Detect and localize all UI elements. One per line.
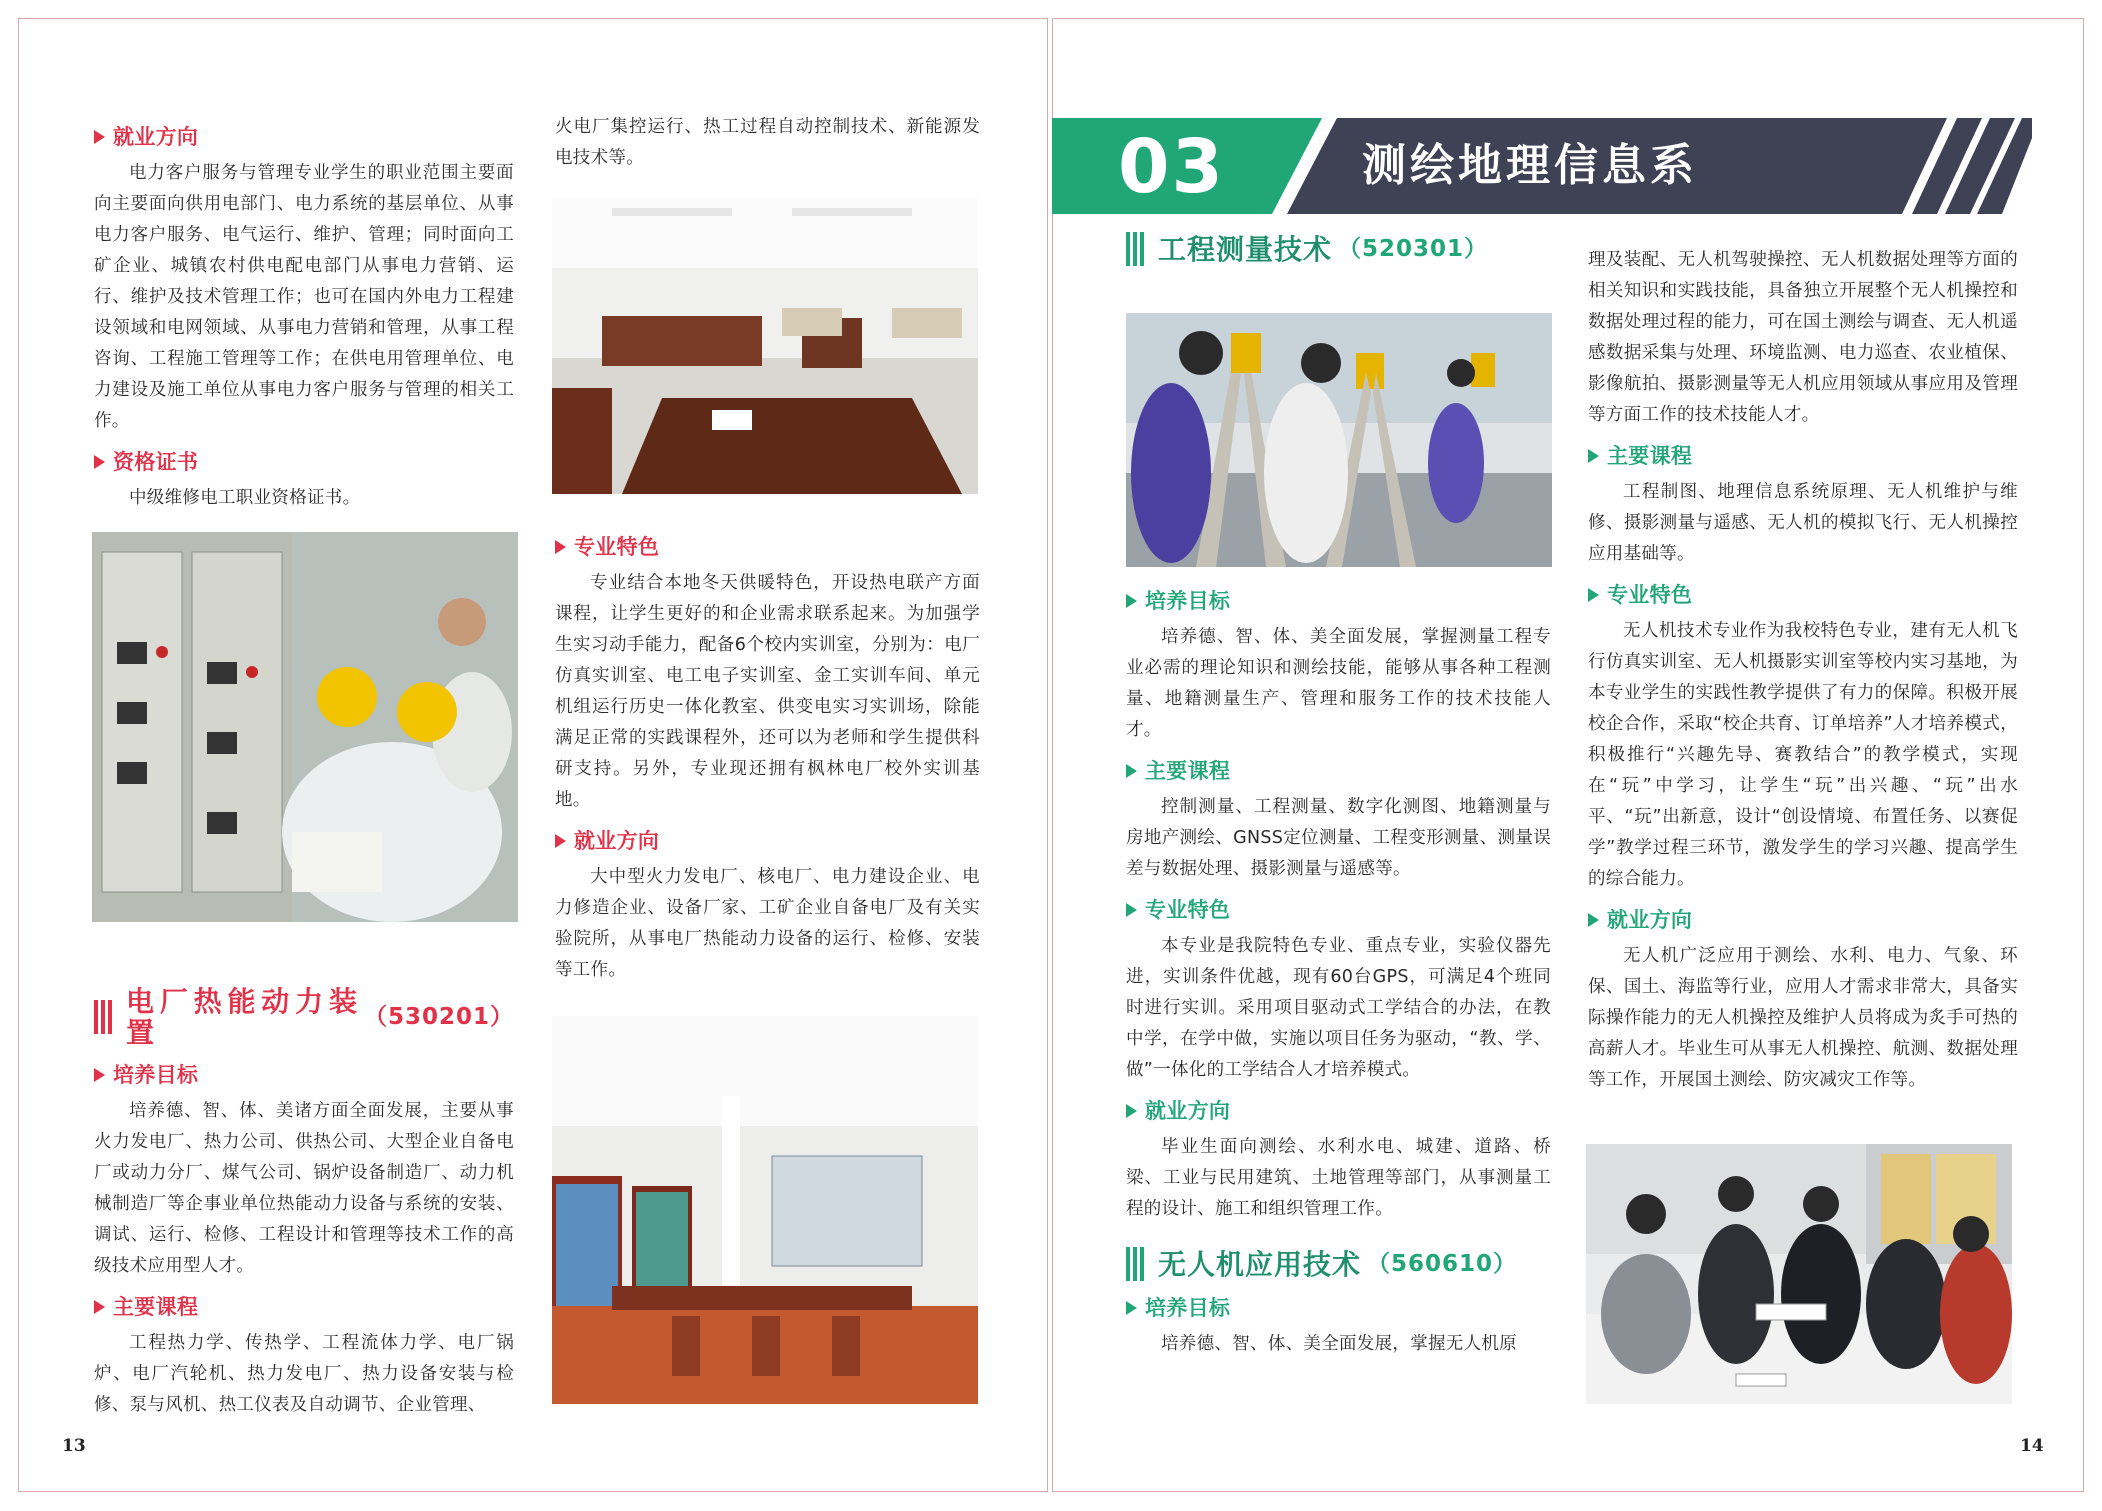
feature-text-survey: 本专业是我院特色专业、重点专业，实验仪器先进，实训条件优越，现有60台GPS，可满足4个班同时进行实训。采用项目驱动式工学结合的办法，在教中学，在学中做，实施以项目任务为驱动，“教、学、做”一体化的工学结合人才培养模式。: [1126, 936, 1551, 1080]
goal-heading: 培养目标: [94, 1060, 514, 1090]
feature-text: 专业结合本地冬天供暖特色，开设热电联产方面课程，让学生更好的和企业需求联系起来。为加强学生实习动手能力，配备6个校内实训室，分别为：电厂仿真实训室、电工电子实训室、金工实训车间、单元机组运行历史一体化教室、供变电实习实训场，除能满足正常的实践课程外，还可以为老师和学生提供科研支持。另外，专业现还拥有枫林电厂校外实训基地。: [555, 573, 980, 810]
certificate-text: 中级维修电工职业资格证书。: [129, 488, 361, 508]
photo-library: [552, 1016, 978, 1404]
certificate-heading: 资格证书: [94, 447, 514, 477]
left-column-1-lower: [94, 970, 514, 1427]
feature-heading: 专业特色: [555, 532, 980, 562]
department-number: 03: [1118, 124, 1225, 210]
triangle-bullet-icon: [94, 1068, 105, 1082]
course-text-drone: 工程制图、地理信息系统原理、无人机维护与维修、摄影测量与遥感、无人机的模拟飞行、无人机操控应用基础等。: [1588, 482, 2018, 564]
continued-text-drone: 理及装配、无人机驾驶操控、无人机数据处理等方面的相关知识和实践技能，具备独立开展整个无人机操控和数据处理过程的能力，可在国土测绘与调查、无人机遥感数据采集与处理、环境监测、电力巡查、农业植保、影像航拍、摄影测量等无人机应用领域从事应用及管理等方面工作的技术技能人才。: [1588, 250, 2018, 425]
triangle-bullet-icon: [94, 455, 105, 469]
triangle-bullet-icon: [1588, 449, 1599, 463]
left-column-2-lower: [555, 522, 980, 992]
triangle-bullet-icon: [1588, 913, 1599, 927]
course-heading: 主要课程: [94, 1292, 514, 1322]
employment-text: 电力客户服务与管理专业学生的职业范围主要面向主要面向供用电部门、电力系统的基层单位、从事电力客户服务、电气运行、维护、管理；同时面向工矿企业、城镇农村供电配电部门从事电力营销、运行、维护及技术管理工作；也可在国内外电力工程建设领域和电网领域、从事电力营销和管理，从事工程咨询、工程施工管理等工作；在供电用管理单位、电力建设及施工单位从事电力客户服务与管理的相关工作。: [94, 163, 514, 431]
major-heading-drone: 无人机应用技术 （560610）: [1126, 1247, 1551, 1281]
goal-text-survey: 培养德、智、体、美全面发展，掌握测量工程专业必需的理论知识和测绘技能，能够从事各种工程测量、地籍测量生产、管理和服务工作的技术技能人才。: [1126, 627, 1551, 740]
course-text-survey: 控制测量、工程测量、数字化测图、地籍测量与房地产测绘、GNSS定位测量、工程变形测量、测量误差与数据处理、摄影测量与遥感等。: [1126, 797, 1551, 879]
triangle-bullet-icon: [94, 1300, 105, 1314]
goal-text: 培养德、智、体、美诸方面全面发展，主要从事火力发电厂、热力公司、供热公司、大型企业自备电厂或动力分厂、煤气公司、锅炉设备制造厂、动力机械制造厂等企事业单位热能动力设备与系统的安装、调试、运行、检修、工程设计和管理等技术工作的高级技术应用型人才。: [94, 1101, 514, 1276]
page-number-left: 13: [62, 1436, 86, 1456]
goal-heading-drone: 培养目标: [1126, 1293, 1551, 1323]
photo-reading-room: [552, 198, 978, 494]
photo-electric-cabinet-workers: [92, 532, 518, 922]
feature-heading-drone: 专业特色: [1588, 580, 2018, 610]
major-heading-survey: 工程测量技术 （520301）: [1126, 232, 1551, 266]
continued-text: 火电厂集控运行、热工过程自动控制技术、新能源发电技术等。: [555, 117, 980, 168]
triangle-bullet-icon: [1588, 588, 1599, 602]
employment-heading-survey: 就业方向: [1126, 1096, 1551, 1126]
page-number-right: 14: [2020, 1436, 2044, 1456]
feature-text-drone: 无人机技术专业作为我校特色专业，建有无人机飞行仿真实训室、无人机摄影实训室等校内实习基地，为本专业学生的实践性教学提供了有力的保障。积极开展校企合作，采取“校企共育、订单培养”人才培养模式，积极推行“兴趣先导、赛教结合”的教学模式，实现在“玩”中学习，让学生“玩”出兴趣、“玩”出水平、“玩”出新意，设计“创设情境、布置任务、以赛促学”教学过程三环节，激发学生的学习兴趣、提高学生的综合能力。: [1588, 621, 2018, 889]
employment-heading-2: 就业方向: [555, 826, 980, 856]
left-column-2-top: [555, 112, 980, 174]
employment-text-2: 大中型火力发电厂、核电厂、电力建设企业、电力修造企业、设备厂家、工矿企业自备电厂及有关实验院所，从事电厂热能动力设备的运行、检修、安装等工作。: [555, 867, 980, 980]
triangle-bullet-icon: [1126, 903, 1137, 917]
employment-heading-drone: 就业方向: [1588, 905, 2018, 935]
goal-text-drone: 培养德、智、体、美全面发展，掌握无人机原: [1161, 1334, 1517, 1354]
right-column-2: [1588, 245, 2018, 1102]
course-heading-survey: 主要课程: [1126, 756, 1551, 786]
triangle-bullet-icon: [555, 540, 566, 554]
employment-text-drone: 无人机广泛应用于测绘、水利、电力、气象、环保、国土、海监等行业，应用人才需求非常大，具备实际操作能力的无人机操控及维护人员将成为炙手可热的高薪人才。毕业生可从事无人机操控、航测、数据处理等工作，开展国土测绘、防灾减灾工作等。: [1588, 946, 2018, 1090]
major-heading-thermal: 电厂热能动力装置 （530201）: [94, 986, 514, 1048]
photo-drone-students: [1586, 1144, 2012, 1404]
heading-bars-icon: [94, 1000, 112, 1034]
goal-heading-survey: 培养目标: [1126, 586, 1551, 616]
course-heading-drone: 主要课程: [1588, 441, 2018, 471]
triangle-bullet-icon: [94, 130, 105, 144]
left-column-1: [94, 112, 514, 520]
course-text: 工程热力学、传热学、工程流体力学、电厂锅炉、电厂汽轮机、热力发电厂、热力设备安装与检修、泵与风机、热工仪表及自动调节、企业管理、: [94, 1333, 514, 1415]
right-column-1-top: [1126, 232, 1551, 278]
triangle-bullet-icon: [1126, 764, 1137, 778]
triangle-bullet-icon: [555, 834, 566, 848]
triangle-bullet-icon: [1126, 1104, 1137, 1118]
right-column-1-lower: [1126, 576, 1551, 1366]
employment-text-survey: 毕业生面向测绘、水利水电、城建、道路、桥梁、工业与民用建筑、土地管理等部门，从事测量工程的设计、施工和组织管理工作。: [1126, 1137, 1551, 1219]
heading-bars-icon: [1126, 232, 1144, 266]
triangle-bullet-icon: [1126, 594, 1137, 608]
employment-heading: 就业方向: [94, 122, 514, 152]
feature-heading-survey: 专业特色: [1126, 895, 1551, 925]
heading-bars-icon: [1126, 1247, 1144, 1281]
department-title: 测绘地理信息系: [1362, 140, 1698, 191]
triangle-bullet-icon: [1126, 1301, 1137, 1315]
photo-surveying-students: [1126, 313, 1552, 567]
